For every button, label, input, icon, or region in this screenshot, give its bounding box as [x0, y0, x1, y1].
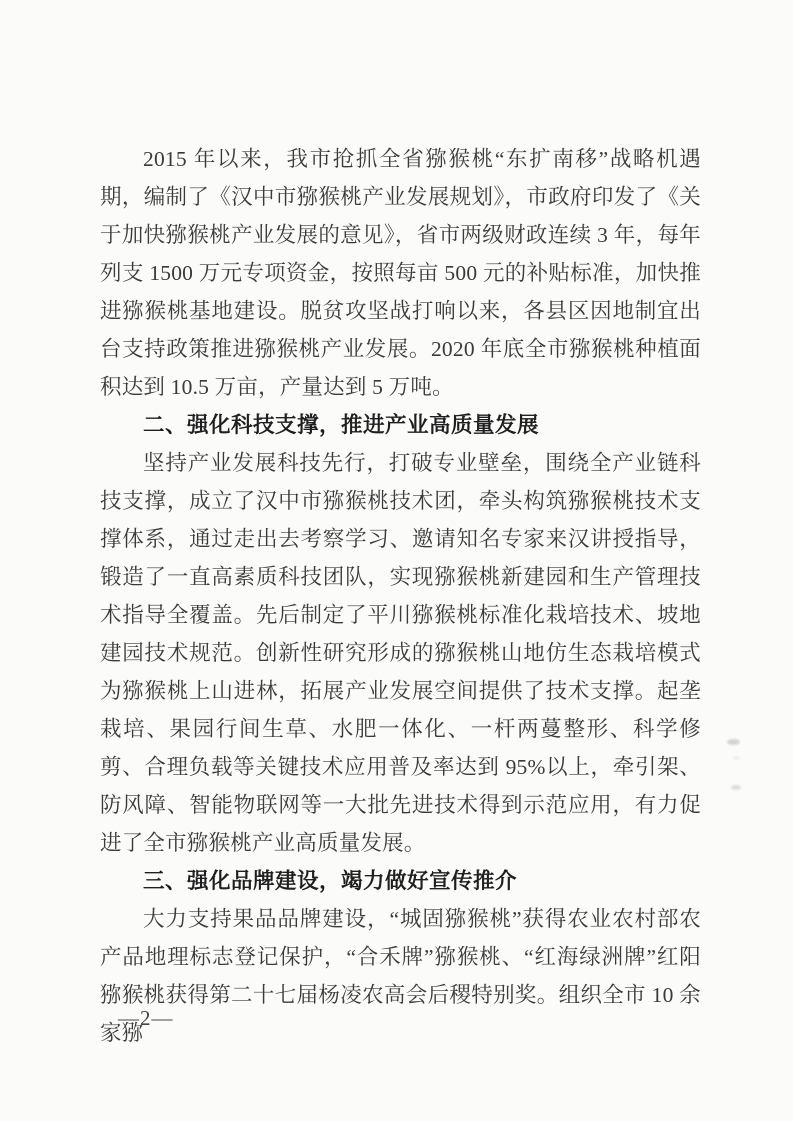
paragraph-brand-building: 大力支持果品品牌建设，“城固猕猴桃”获得农业农村部农产品地理标志登记保护，“合禾牌”猕猴桃、“红海绿洲牌”红阳猕猴桃获得第二十七届杨凌农高会后稷特别奖。组织全市 10 余家猕	[100, 907, 701, 1045]
scan-smudge	[733, 756, 740, 760]
paragraph-policy-support: 2015 年以来，我市抢抓全省猕猴桃“东扩南移”战略机遇期，编制了《汉中市猕猴桃产业发展规划》，市政府印发了《关于加快猕猴桃产业发展的意见》，省市两级财政连续 3 年，每年列支 1500 万元专项资金，按照每亩 500 元的补贴标准，加快推进猕猴桃基地建设。脱贫攻坚战打响以来，各县区因地制宜出台支持政策推进猕猴桃产业发展。2020 年底全市猕猴桃种植面积达到 10.5 万亩，产量达到 5 万吨。	[100, 147, 701, 399]
section-heading-brand: 三、强化品牌建设，竭力做好宣传推介	[143, 869, 518, 893]
paragraph-technology-support: 坚持产业发展科技先行，打破专业壁垒，围绕全产业链科技支撑，成立了汉中市猕猴桃技术团，牵头构筑猕猴桃技术支撑体系，通过走出去考察学习、邀请知名专家来汉讲授指导，锻造了一直高素质科技团队，实现猕猴桃新建园和生产管理技术指导全覆盖。先后制定了平川猕猴桃标准化栽培技术、坡地建园技术规范。创新性研究形成的猕猴桃山地仿生态栽培模式为猕猴桃上山进林，拓展产业发展空间提供了技术支撑。起垄栽培、果园行间生草、水肥一体化、一杆两蔓整形、科学修剪、合理负载等关键技术应用普及率达到 95%以上，牵引架、防风障、智能物联网等一大批先进技术得到示范应用，有力促进了全市猕猴桃产业高质量发展。	[100, 451, 701, 855]
scan-smudge	[727, 739, 740, 745]
document-body	[100, 140, 701, 1052]
page-number: —2—	[118, 1006, 174, 1030]
scan-smudge	[731, 785, 741, 790]
section-heading-technology: 二、强化科技支撑，推进产业高质量发展	[143, 413, 540, 437]
